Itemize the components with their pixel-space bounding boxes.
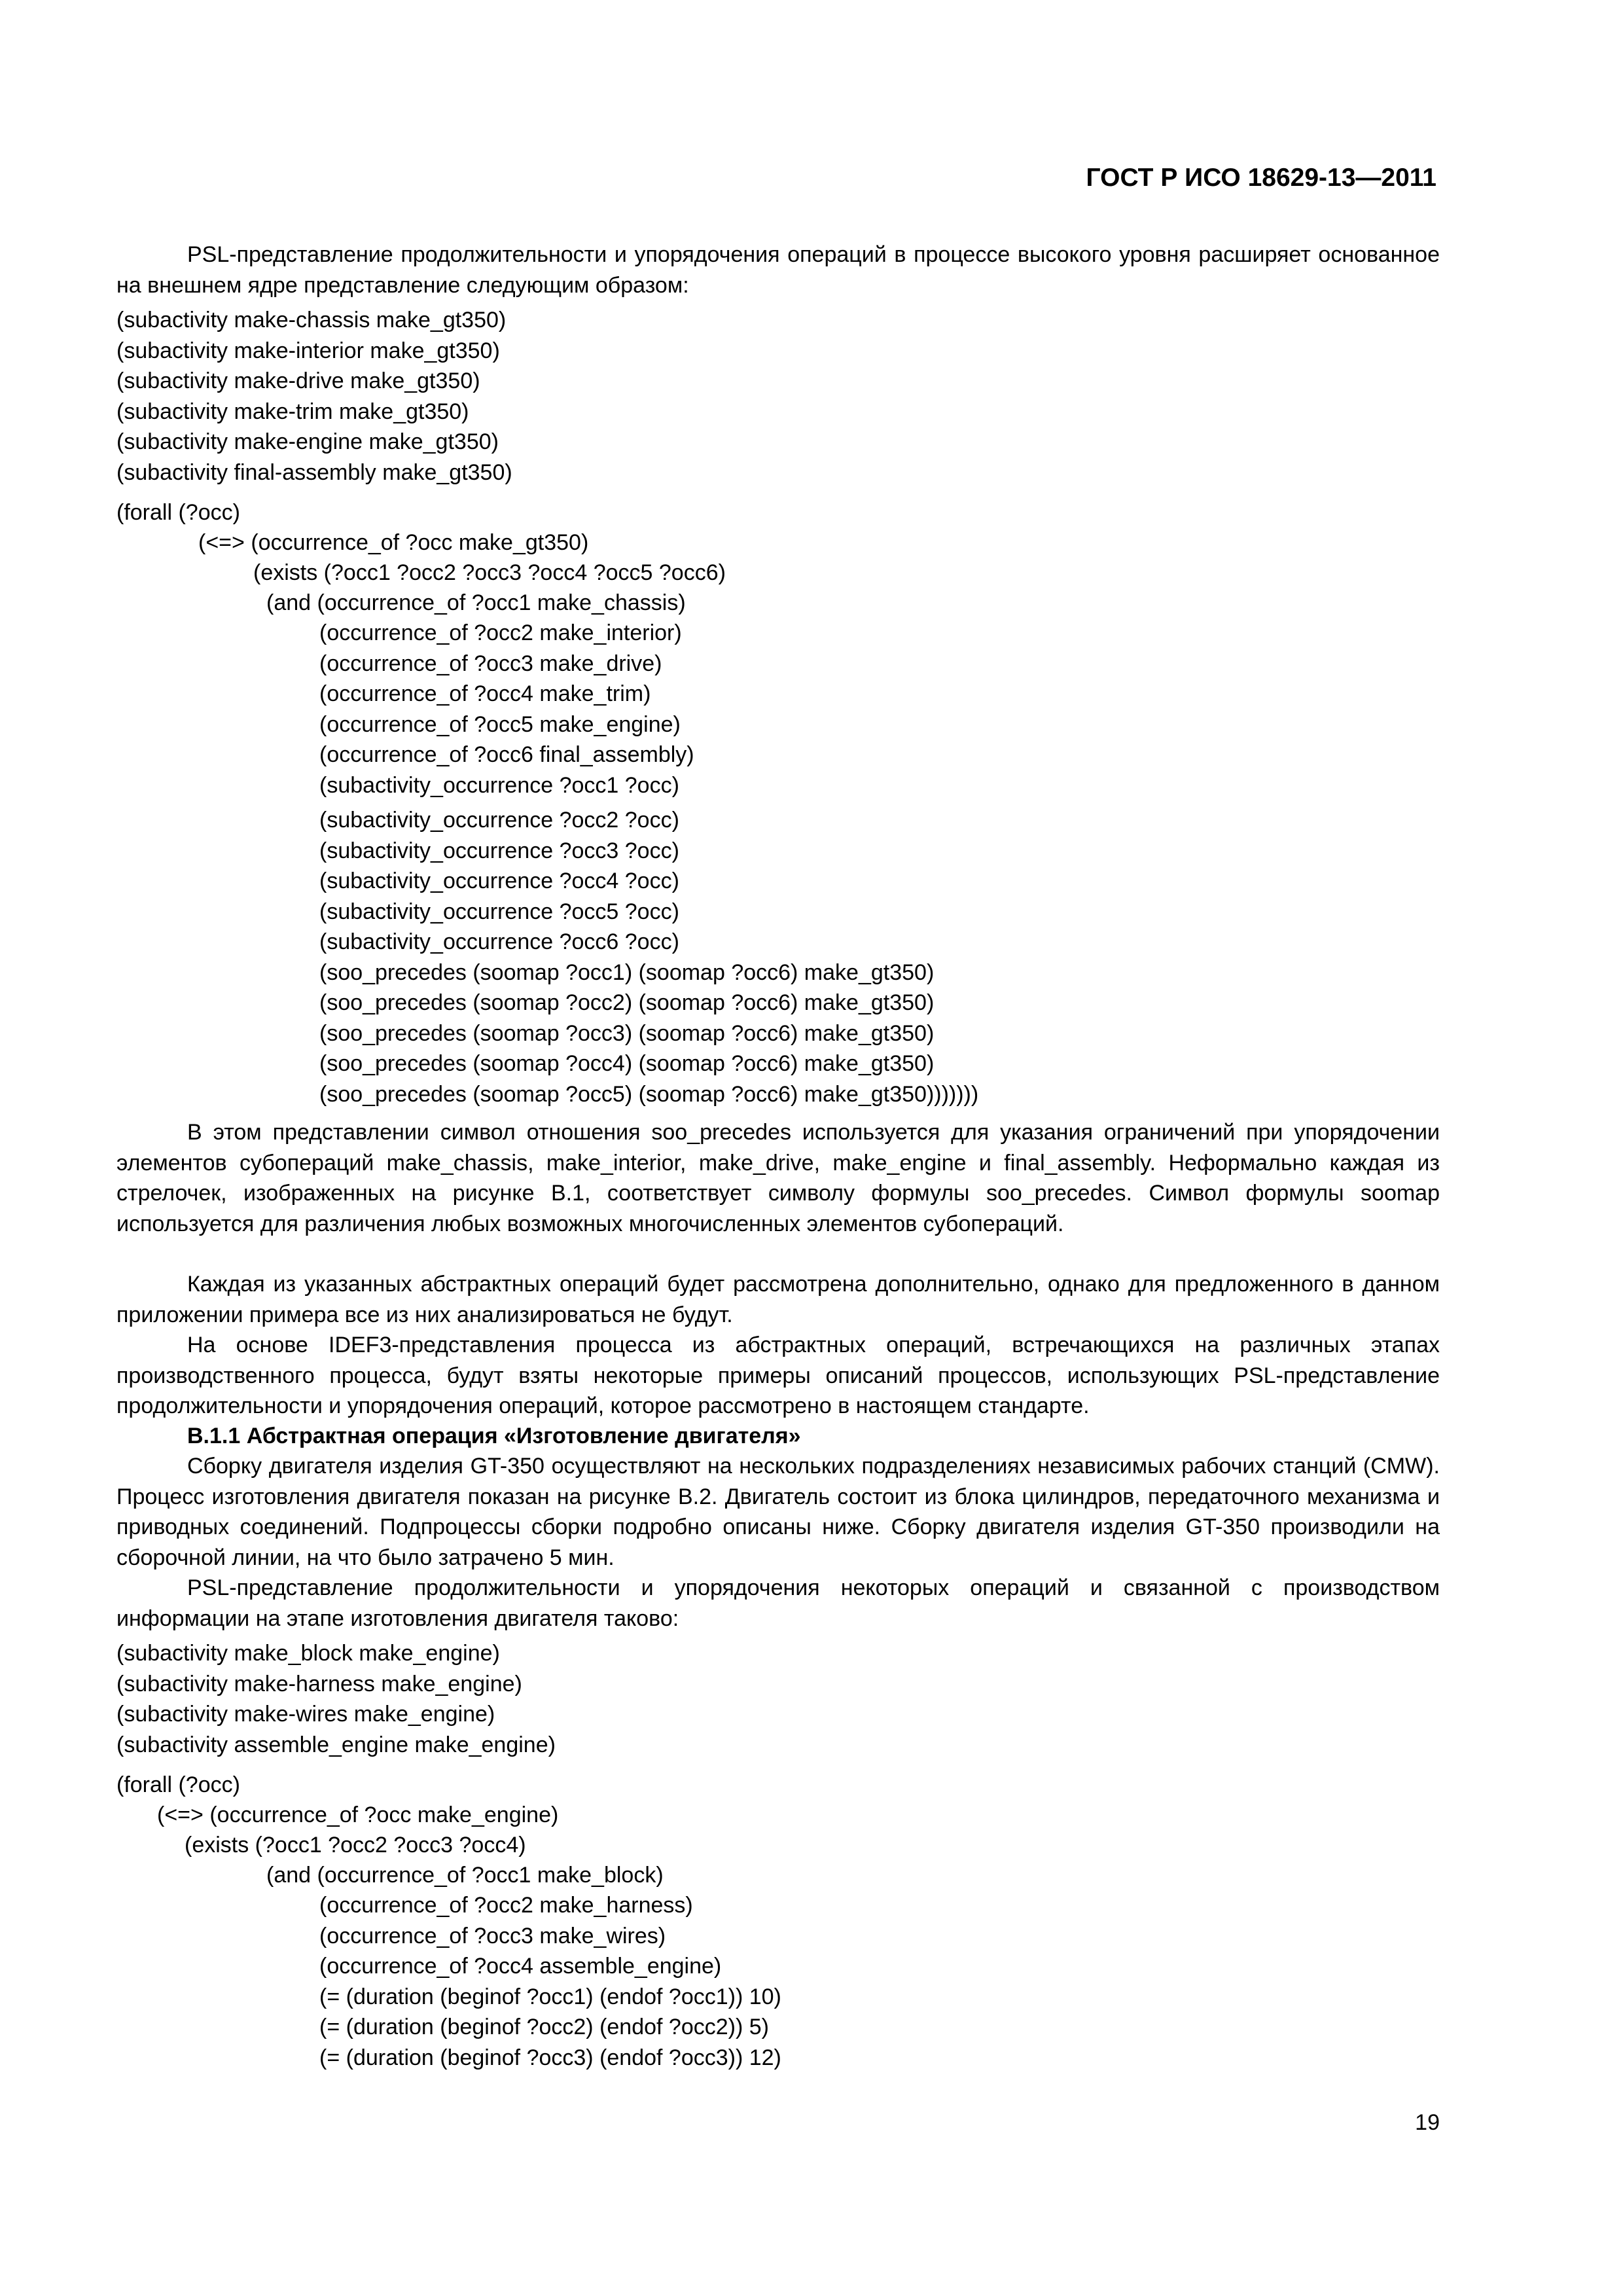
code-forall-engine-line4: (and (occurrence_of ?occ1 make_block) — [266, 1863, 664, 1888]
code-forall-engine-body — [319, 1890, 781, 2073]
code-line: (subactivity make-trim make_gt350) — [116, 399, 469, 424]
code-line: (subactivity make-drive make_gt350) — [116, 368, 480, 393]
code-forall-gt350-line3: (exists (?occ1 ?occ2 ?occ3 ?occ4 ?occ5 ?occ6) — [253, 560, 726, 585]
code-line: (subactivity_occurrence ?occ5 ?occ) — [319, 899, 679, 924]
code-subactivities-gt350 — [116, 305, 512, 488]
code-forall-gt350-line2: (<=> (occurrence_of ?occ make_gt350) — [198, 530, 589, 555]
code-line: (occurrence_of ?occ6 final_assembly) — [319, 742, 694, 767]
code-line: (occurrence_of ?occ5 make_engine) — [319, 711, 681, 737]
paragraph-explanation-1: В этом представлении символ отношения soo_precedes используется для указания ограничений при упорядочении элементов субопераций make_chassis, make_interior, make_drive, make_engine и final_assembly. Неформально каждая из стрелочек, изображенных на рисунке B.1, соответствует символу формулы soo_precedes. Символ формулы soomap используется для различения любых возможных многочисленных элементов субопераций. — [116, 1120, 1440, 1236]
code-line: (subactivity_occurrence ?occ4 ?occ) — [319, 869, 679, 893]
code-forall-engine-line2: (<=> (occurrence_of ?occ make_engine) — [157, 1803, 559, 1827]
code-line: (occurrence_of ?occ3 make_drive) — [319, 651, 662, 676]
code-forall-engine-line1: (forall (?occ) — [116, 1772, 240, 1797]
code-line: (soo_precedes (soomap ?occ4) (soomap ?occ6) make_gt350) — [319, 1051, 935, 1076]
code-line: (subactivity make-chassis make_gt350) — [116, 308, 507, 332]
code-line: (subactivity make-interior make_gt350) — [116, 338, 500, 363]
code-forall-gt350-line1: (forall (?occ) — [116, 500, 240, 525]
code-forall-gt350-line4: (and (occurrence_of ?occ1 make_chassis) — [266, 590, 686, 615]
code-line: (subactivity make_block make_engine) — [116, 1641, 500, 1666]
code-subactivities-engine — [116, 1638, 556, 1760]
code-line: (subactivity_occurrence ?occ6 ?occ) — [319, 929, 679, 954]
code-line: (soo_precedes (soomap ?occ1) (soomap ?occ6) make_gt350) — [319, 960, 935, 985]
code-line: (subactivity make-engine make_gt350) — [116, 429, 499, 454]
code-line: (soo_precedes (soomap ?occ5) (soomap ?occ6) make_gt350))))))) — [319, 1081, 979, 1107]
paragraph-intro: PSL-представление продолжительности и упорядочения операций в процессе высокого уровня расширяет основанное на внешнем ядре представление следующим образом: — [116, 242, 1440, 298]
code-line: (occurrence_of ?occ2 make_harness) — [319, 1893, 693, 1918]
code-line: (= (duration (beginof ?occ3) (endof ?occ3)) 12) — [319, 2045, 781, 2070]
code-line: (subactivity_occurrence ?occ3 ?occ) — [319, 838, 679, 863]
paragraph-engine-2: PSL-представление продолжительности и упорядочения некоторых операций и связанной с производством информации на этапе изготовления двигателя таково: — [116, 1575, 1440, 1631]
code-line: (occurrence_of ?occ4 make_trim) — [319, 681, 651, 706]
code-line: (subactivity make-wires make_engine) — [116, 1702, 495, 1727]
code-line: (subactivity_occurrence ?occ1 ?occ) — [319, 772, 679, 798]
code-line: (occurrence_of ?occ2 make_interior) — [319, 620, 682, 645]
paragraph-explanation-2: Каждая из указанных абстрактных операций будет рассмотрена дополнительно, однако для предложенного в данном приложении примера все из них анализироваться не будут. — [116, 1272, 1440, 1327]
paragraph-explanation-3: На основе IDEF3-представления процесса из абстрактных операций, встречающихся на различных этапах производственного процесса, будут взяты некоторые примеры описаний процессов, использующих PSL-представление продолжительности и упорядочения операций, которое рассмотрено в настоящем стандарте. — [116, 1333, 1440, 1418]
code-line: (subactivity_occurrence ?occ2 ?occ) — [319, 808, 679, 833]
code-line: (soo_precedes (soomap ?occ2) (soomap ?occ6) make_gt350) — [319, 990, 935, 1015]
code-forall-gt350-body-b — [319, 805, 978, 1109]
code-line: (= (duration (beginof ?occ1) (endof ?occ1)) 10) — [319, 1984, 781, 2009]
code-line: (subactivity make-harness make_engine) — [116, 1671, 522, 1696]
page-number: 19 — [1415, 2110, 1440, 2135]
section-heading: B.1.1 Абстрактная операция «Изготовление двигателя» — [187, 1424, 801, 1448]
code-line: (subactivity final-assembly make_gt350) — [116, 459, 512, 485]
code-line: (occurrence_of ?occ3 make_wires) — [319, 1923, 666, 1948]
standard-header: ГОСТ Р ИСО 18629-13—2011 — [1086, 164, 1436, 192]
code-forall-gt350-body-a — [319, 618, 694, 800]
code-line: (= (duration (beginof ?occ2) (endof ?occ2)) 5) — [319, 2015, 769, 2039]
paragraph-engine-1: Сборку двигателя изделия GT-350 осуществляют на нескольких подразделениях независимых рабочих станций (CMW). Процесс изготовления двигателя показан на рисунке B.2. Двигатель состоит из блока цилиндров, передаточного механизма и приводных соединений. Подпроцессы сборки подробно описаны ниже. Сборку двигателя изделия GT-350 производили на сборочной линии, на что было затрачено 5 мин. — [116, 1454, 1440, 1570]
code-line: (occurrence_of ?occ4 assemble_engine) — [319, 1954, 722, 1979]
code-forall-engine-line3: (exists (?occ1 ?occ2 ?occ3 ?occ4) — [185, 1833, 526, 1857]
code-line: (soo_precedes (soomap ?occ3) (soomap ?occ6) make_gt350) — [319, 1020, 935, 1046]
code-line: (subactivity assemble_engine make_engine) — [116, 1732, 556, 1757]
